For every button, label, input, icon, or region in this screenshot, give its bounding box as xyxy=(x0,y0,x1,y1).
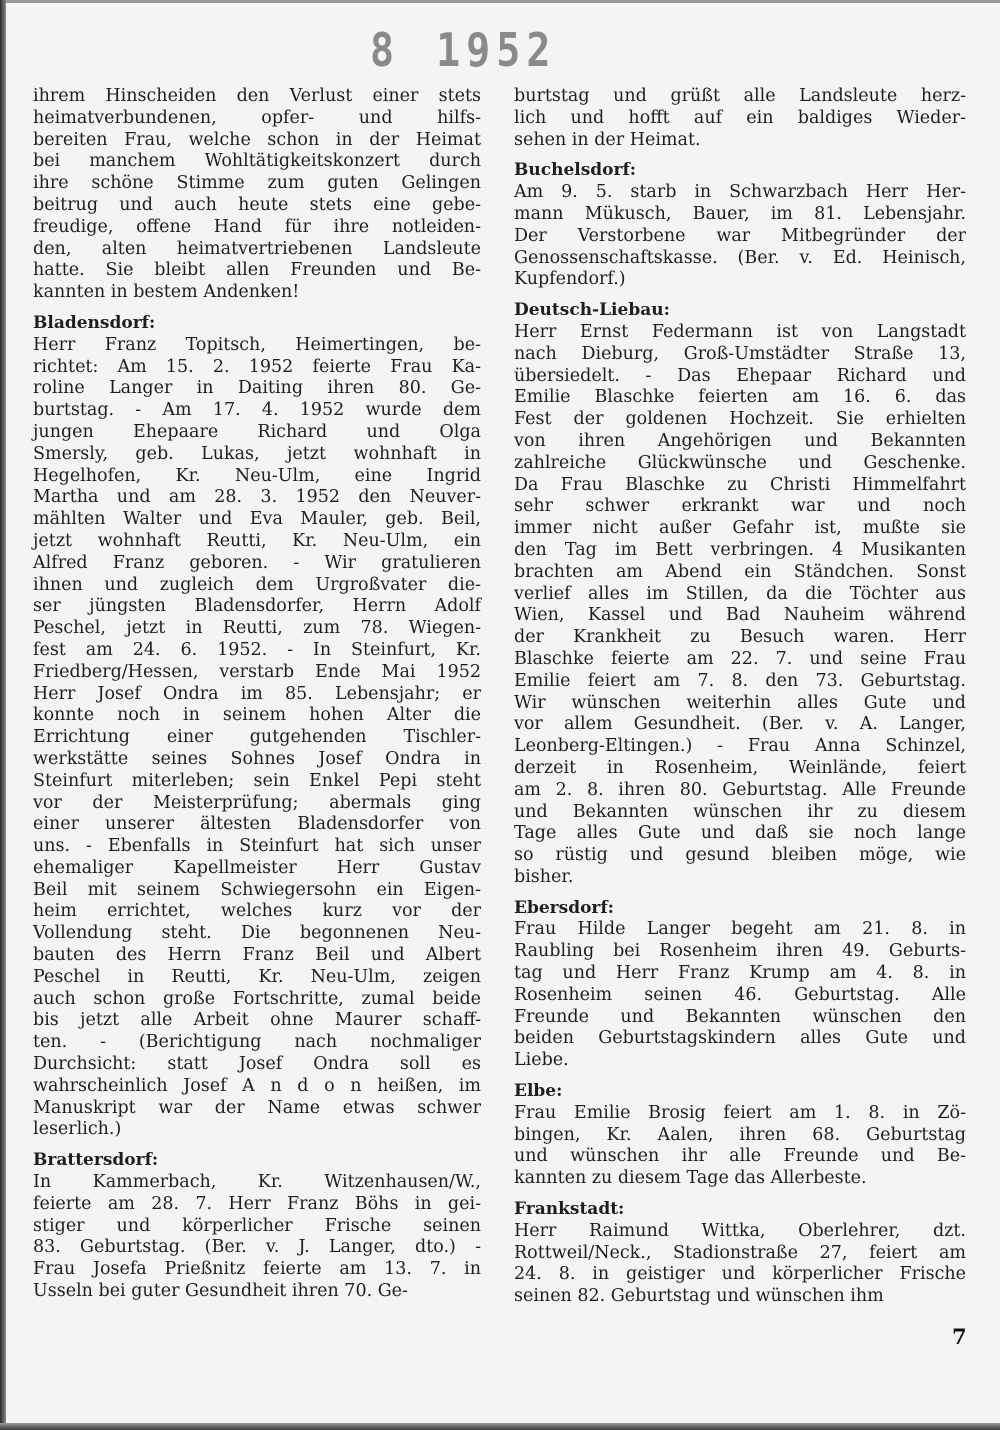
text-line: vor der Meisterprüfung; abermals ging xyxy=(33,792,481,813)
text-line: Vollendung steht. Die begonnenen Neu- xyxy=(33,923,481,944)
section-heading: Buchelsdorf: xyxy=(514,160,637,181)
section-heading: Deutsch-Liebau: xyxy=(514,300,670,321)
text-line: Da Frau Blaschke zu Christi Himmelfahrt xyxy=(514,474,966,495)
section-heading: Elbe: xyxy=(514,1081,563,1102)
text-line: verlief alles im Stillen, da die Töchter aus xyxy=(514,583,966,604)
text-line: Herr Raimund Wittka, Oberlehrer, dzt. xyxy=(514,1220,966,1241)
text-line: Errichtung einer gutgehenden Tischler- xyxy=(33,727,481,748)
section-heading: Frankstadt: xyxy=(514,1199,625,1220)
text-line: Durchsicht: statt Josef Ondra soll es xyxy=(33,1054,481,1075)
issue-year: 1952 xyxy=(436,24,557,78)
text-line: bauten des Herrn Franz Beil und Albert xyxy=(33,945,481,966)
left-column xyxy=(33,86,481,1303)
paragraph xyxy=(514,919,966,1072)
text-line: ihrem Hinscheiden den Verlust einer stets xyxy=(33,86,481,106)
text-line: kannten in bestem Andenken! xyxy=(33,282,300,303)
text-line: tag und Herr Franz Krump am 4. 8. in xyxy=(514,963,966,984)
text-line: jungen Ehepaare Richard und Olga xyxy=(33,421,481,442)
text-line: richtet: Am 15. 2. 1952 feierte Frau Ka- xyxy=(33,356,481,377)
text-line: 24. 8. in geistiger und körperlicher Frische xyxy=(514,1264,966,1285)
text-line: hatte. Sie bleibt allen Freunden und Be- xyxy=(33,260,481,281)
text-line: Freunde und Bekannten wünschen den xyxy=(514,1006,966,1027)
page-edge-bottom xyxy=(0,1423,1000,1430)
paragraph xyxy=(514,182,966,291)
paragraph xyxy=(33,335,481,1141)
text-line: Smersly, geb. Lukas, jetzt wohnhaft in xyxy=(33,443,481,464)
text-line: In Kammerbach, Kr. Witzenhausen/W., xyxy=(33,1172,481,1193)
text-line: Wir wünschen weiterhin alles Gute und xyxy=(514,692,966,713)
text-line: bisher. xyxy=(514,866,574,887)
text-line: burtstag und grüßt alle Landsleute herz- xyxy=(514,86,966,106)
text-line: Kupfendorf.) xyxy=(514,269,626,290)
text-line: fest am 24. 6. 1952. - In Steinfurt, Kr. xyxy=(33,639,481,660)
text-line: einer unserer ältesten Bladensdorfer von xyxy=(33,814,481,835)
text-line: Rosenheim seinen 46. Geburtstag. Alle xyxy=(514,984,966,1005)
text-line: sehr schwer erkrankt war und noch xyxy=(514,496,966,517)
text-line: Martha und am 28. 3. 1952 den Neuver- xyxy=(33,487,481,508)
paragraph xyxy=(514,86,966,151)
text-line: Frau Hilde Langer begeht am 21. 8. in xyxy=(514,919,966,940)
text-line: Rottweil/Neck., Stadionstraße 27, feiert am xyxy=(514,1242,966,1263)
text-line: 83. Geburtstag. (Ber. v. J. Langer, dto.) - xyxy=(33,1237,481,1258)
text-line: Genossenschaftskasse. (Ber. v. Ed. Heinisch, xyxy=(514,247,966,268)
text-line: ehemaliger Kapellmeister Herr Gustav xyxy=(33,857,481,878)
issue-stamp xyxy=(370,25,556,78)
text-line: derzeit in Rosenheim, Weinlände, feiert xyxy=(514,757,966,778)
paragraph xyxy=(514,1103,966,1190)
text-line: konnte noch in seinem hohen Alter die xyxy=(33,705,481,726)
page-number: 7 xyxy=(952,1324,967,1349)
text-line: Blaschke feierte am 22. 7. und seine Frau xyxy=(514,648,966,669)
text-line: ten. - (Berichtigung nach nochmaliger xyxy=(33,1032,481,1053)
text-line: vor allem Gesundheit. (Ber. v. A. Langer, xyxy=(514,714,966,735)
text-line: Friedberg/Hessen, verstarb Ende Mai 1952 xyxy=(33,661,481,682)
text-line: Herr Ernst Federmann ist von Langstadt xyxy=(514,321,966,342)
text-line: den, alten heimatvertriebenen Landsleute xyxy=(33,238,481,259)
text-line: Steinfurt miterleben; sein Enkel Pepi steht xyxy=(33,770,481,791)
text-line: Der Verstorbene war Mitbegründer der xyxy=(514,225,966,246)
text-line: Am 9. 5. starb in Schwarzbach Herr Her- xyxy=(514,182,966,203)
section-heading: Ebersdorf: xyxy=(514,897,614,918)
text-line: Manuskript war der Name etwas schwer xyxy=(33,1097,481,1118)
paragraph xyxy=(514,322,966,889)
book-spine-shadow xyxy=(0,0,6,1430)
text-line: Usseln bei guter Gesundheit ihren 70. Ge- xyxy=(33,1281,408,1302)
text-line: mählten Walter und Eva Mauler, geb. Beil, xyxy=(33,509,481,530)
text-line: Emilie feiert am 7. 8. den 73. Geburtstag. xyxy=(514,670,966,691)
text-line: freudige, offene Hand für ihre notleiden- xyxy=(33,216,481,237)
text-line: seinen 82. Geburtstag und wünschen ihm xyxy=(514,1286,884,1307)
text-line: Hegelhofen, Kr. Neu-Ulm, eine Ingrid xyxy=(33,465,481,486)
text-line: heimatverbundenen, opfer- und hilfs- xyxy=(33,107,481,128)
text-line: ihre schöne Stimme zum guten Gelingen xyxy=(33,173,481,194)
text-line: Fest der goldenen Hochzeit. Sie erhielten xyxy=(514,409,966,430)
text-line: Liebe. xyxy=(514,1050,569,1071)
text-line: heim errichtet, welches kurz vor der xyxy=(33,901,481,922)
text-line: ser jüngsten Bladensdorfer, Herrn Adolf xyxy=(33,596,481,617)
text-line: bis jetzt alle Arbeit ohne Maurer schaff- xyxy=(33,1010,481,1031)
text-line: den Tag im Bett verbringen. 4 Musikanten xyxy=(514,539,966,560)
text-line: feierte am 28. 7. Herr Franz Böhs in gei- xyxy=(33,1193,481,1214)
text-line: Peschel, jetzt in Reutti, zum 78. Wiegen- xyxy=(33,618,481,639)
text-line: Raubling bei Rosenheim ihren 49. Geburts- xyxy=(514,941,966,962)
text-line: von ihren Angehörigen und Bekannten xyxy=(514,430,966,451)
text-line: lich und hofft auf ein baldiges Wieder- xyxy=(514,107,966,128)
text-line: übersiedelt. - Das Ehepaar Richard und xyxy=(514,365,966,386)
text-line: brachten am Abend ein Ständchen. Sonst xyxy=(514,561,966,582)
text-line: Emilie Blaschke feierten am 16. 6. das xyxy=(514,387,966,408)
text-line: beitrug und auch heute stets eine gebe- xyxy=(33,194,481,215)
text-line: bingen, Kr. Aalen, ihren 68. Geburtstag xyxy=(514,1124,966,1145)
text-line: Leonberg-Eltingen.) - Frau Anna Schinzel, xyxy=(514,736,966,757)
text-line: zahlreiche Glückwünsche und Geschenke. xyxy=(514,452,966,473)
text-line: bei manchem Wohltätigkeitskonzert durch xyxy=(33,151,481,172)
section-heading: Brattersdorf: xyxy=(33,1150,159,1171)
text-line: auch schon große Fortschritte, zumal beide xyxy=(33,988,481,1009)
text-line: Beil mit seinem Schwiegersohn ein Eigen- xyxy=(33,879,481,900)
text-line: und Bekannten wünschen ihr zu diesem xyxy=(514,801,966,822)
paragraph xyxy=(33,1172,481,1303)
text-line: Herr Josef Ondra im 85. Lebensjahr; er xyxy=(33,683,481,704)
text-line: Tage alles Gute und daß sie noch lange xyxy=(514,823,966,844)
text-line: bereiten Frau, welche schon in der Heimat xyxy=(33,129,481,150)
text-line: leserlich.) xyxy=(33,1119,122,1140)
text-line: Herr Franz Topitsch, Heimertingen, be- xyxy=(33,334,481,355)
text-line: jetzt wohnhaft Reutti, Kr. Neu-Ulm, ein xyxy=(33,530,481,551)
text-line: immer nicht außer Gefahr ist, mußte sie xyxy=(514,518,966,539)
text-line: Wien, Kassel und Bad Nauheim während xyxy=(514,605,966,626)
text-line: sehen in der Heimat. xyxy=(514,129,701,150)
text-line: Alfred Franz geboren. - Wir gratulieren xyxy=(33,552,481,573)
text-line: ihnen und zugleich dem Urgroßvater die- xyxy=(33,574,481,595)
text-line: so rüstig und gesund bleiben möge, wie xyxy=(514,845,966,866)
text-line: uns. - Ebenfalls in Steinfurt hat sich unser xyxy=(33,836,481,857)
text-line: beiden Geburtstagskindern alles Gute und xyxy=(514,1028,966,1049)
paragraph xyxy=(33,86,481,304)
text-line: der Krankheit zu Besuch waren. Herr xyxy=(514,627,966,648)
text-line: werkstätte seines Sohnes Josef Ondra in xyxy=(33,748,481,769)
text-line: kannten zu diesem Tage das Allerbeste. xyxy=(514,1168,867,1189)
text-line: Peschel in Reutti, Kr. Neu-Ulm, zeigen xyxy=(33,966,481,987)
text-line: am 2. 8. ihren 80. Geburtstag. Alle Freunde xyxy=(514,779,966,800)
issue-number: 8 xyxy=(370,24,401,78)
section-heading: Bladensdorf: xyxy=(33,312,156,333)
text-line: nach Dieburg, Groß-Umstädter Straße 13, xyxy=(514,343,966,364)
text-line: Frau Josefa Prießnitz feierte am 13. 7. in xyxy=(33,1259,481,1280)
text-line: und wünschen ihr alle Freunde und Be- xyxy=(514,1146,966,1167)
paragraph xyxy=(514,1221,966,1308)
text-line: roline Langer in Daiting ihren 80. Ge- xyxy=(33,378,481,399)
text-line: Frau Emilie Brosig feiert am 1. 8. in Zö- xyxy=(514,1102,966,1123)
page-edge-top xyxy=(0,0,1000,3)
text-line: burtstag. - Am 17. 4. 1952 wurde dem xyxy=(33,400,481,421)
text-line: wahrscheinlich Josef A n d o n heißen, im xyxy=(33,1075,481,1096)
right-column xyxy=(514,86,966,1308)
text-line: stiger und körperlicher Frische seinen xyxy=(33,1215,481,1236)
text-line: mann Mükusch, Bauer, im 81. Lebensjahr. xyxy=(514,203,966,224)
